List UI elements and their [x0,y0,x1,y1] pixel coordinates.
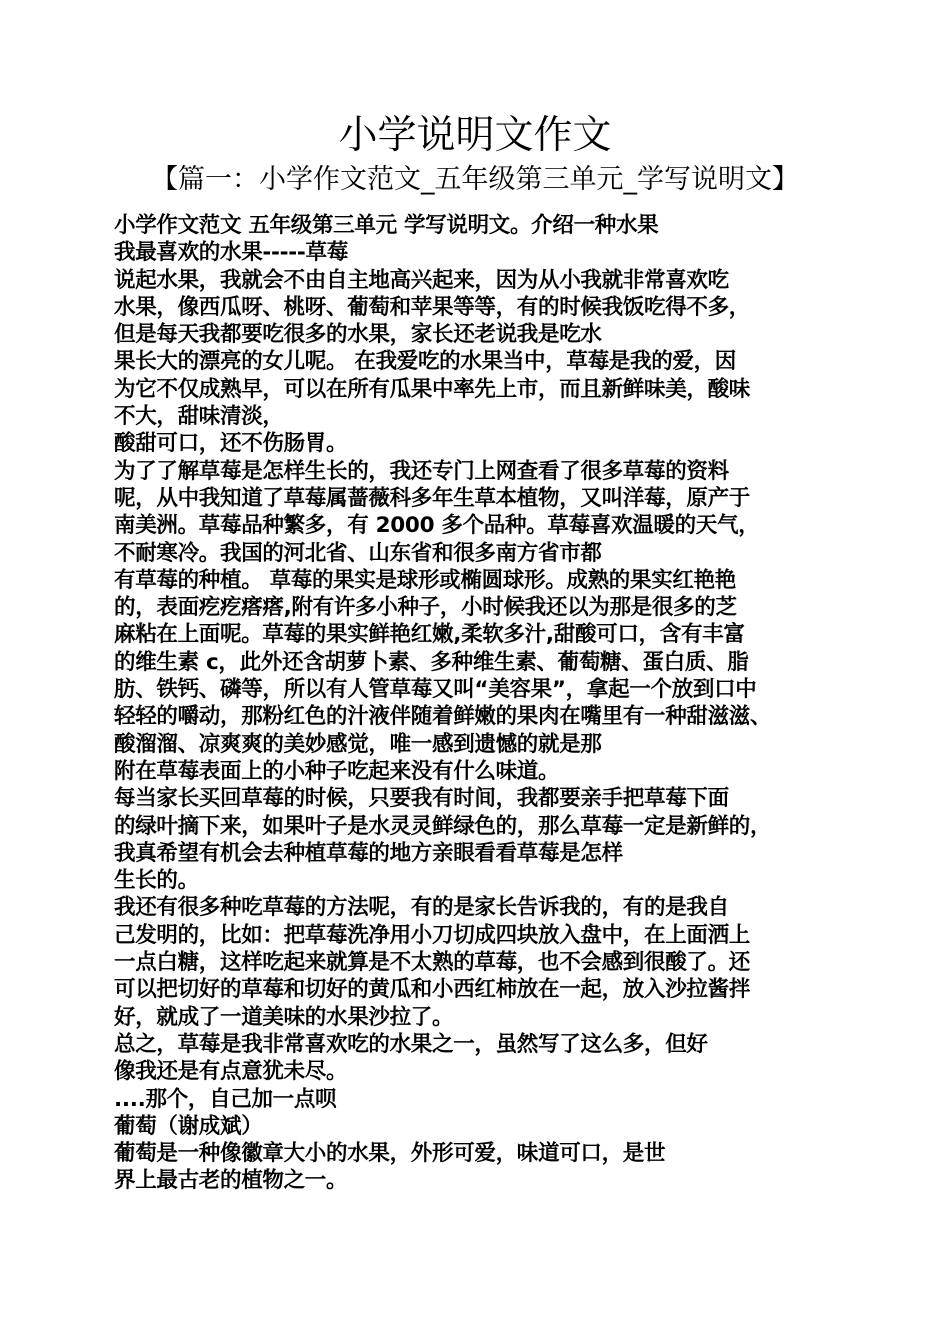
text-line: 水果，像西瓜呀、桃呀、葡萄和苹果等等，有的时候我饭吃得不多， [114,294,751,320]
text-line: 为它不仅成熟早，可以在所有瓜果中率先上市，而且新鲜味美，酸味 [114,376,751,402]
text-line: 附在草莓表面上的小种子吃起来没有什么味道。 [114,758,560,784]
text-line: 南美洲。草莓品种繁多，有 2000 多个品种。草莓喜欢温暖的天气， [114,513,760,539]
text-line: 酸溜溜、凉爽爽的美妙感觉，唯一感到遗憾的就是那 [114,731,602,757]
text-line: 界上最古老的植物之一。 [114,1168,348,1194]
text-line: 但是每天我都要吃很多的水果，家长还老说我是吃水 [114,322,602,348]
text-line: 酸甜可口，还不伤肠胃。 [114,431,348,457]
text-line: 葡萄是一种像徽章大小的水果，外形可爱，味道可口，是世 [114,1141,666,1167]
text-line: 不大，甜味清淡， [114,404,284,430]
text-line: 肪、铁钙、磷等，所以有人管草莓又叫“美容果”，拿起一个放到口中 [114,677,757,703]
document-subtitle: 【篇一：小学作文范文_五年级第三单元_学写说明文】 [151,164,799,195]
text-line: 轻轻的嚼动，那粉红色的汁液伴随着鲜嫩的果肉在嘴里有一种甜滋滋、 [114,704,772,730]
document-body [114,212,854,1195]
text-line: 总之，草莓是我非常喜欢吃的水果之一，虽然写了这么多，但好 [114,1031,708,1057]
text-line: 有草莓的种植。 草莓的果实是球形或椭圆球形。成熟的果实红艳艳 [114,567,736,593]
text-line: 我还有很多种吃草莓的方法呢，有的是家长告诉我的，有的是我自 [114,895,729,921]
text-line: 我真希望有机会去种植草莓的地方亲眼看看草莓是怎样 [114,840,623,866]
document-title: 小学说明文作文 [338,113,612,158]
text-line: 葡萄（谢成斌） [114,1113,263,1139]
text-line: 可以把切好的草莓和切好的黄瓜和小西红柿放在一起，放入沙拉酱拌 [114,977,751,1003]
text-line: 像我还是有点意犹未尽。 [114,1059,348,1085]
text-line: ....那个，自己加一点呗 [114,1086,337,1112]
text-line: 的维生素 c，此外还含胡萝卜素、多种维生素、葡萄糖、蛋白质、脂 [114,649,749,675]
text-line: 己发明的，比如：把草莓洗净用小刀切成四块放入盘中，在上面洒上 [114,922,751,948]
text-line: 果长大的漂亮的女儿呢。 在我爱吃的水果当中，草莓是我的爱，因 [114,349,736,375]
text-line: 为了了解草莓是怎样生长的，我还专门上网查看了很多草莓的资料 [114,458,729,484]
text-line: 呢，从中我知道了草莓属蔷薇科多年生草本植物，又叫洋莓，原产于 [114,485,751,511]
text-line: 每当家长买回草莓的时候，只要我有时间，我都要亲手把草莓下面 [114,786,729,812]
text-line: 好，就成了一道美味的水果沙拉了。 [114,1004,454,1030]
text-line: 小学作文范文 五年级第三单元 学写说明文。介绍一种水果 [114,213,659,238]
text-line: 一点白糖，这样吃起来就算是不太熟的草莓，也不会感到很酸了。还 [114,950,751,976]
text-line: 的，表面疙疙瘩瘩,附有许多小种子，小时候我还以为那是很多的芝 [114,595,737,621]
text-line: 麻粘在上面呢。草莓的果实鲜艳红嫩,柔软多汁,甜酸可口，含有丰富 [114,622,745,648]
text-line: 说起水果，我就会不由自主地高兴起来，因为从小我就非常喜欢吃 [114,267,729,293]
text-line: 的绿叶摘下来，如果叶子是水灵灵鲜绿色的，那么草莓一定是新鲜的， [114,813,772,839]
text-line: 我最喜欢的水果-----草莓 [114,240,348,266]
text-line: 不耐寒冷。我国的河北省、山东省和很多南方省市都 [114,540,602,566]
text-line: 生长的。 [114,868,199,894]
